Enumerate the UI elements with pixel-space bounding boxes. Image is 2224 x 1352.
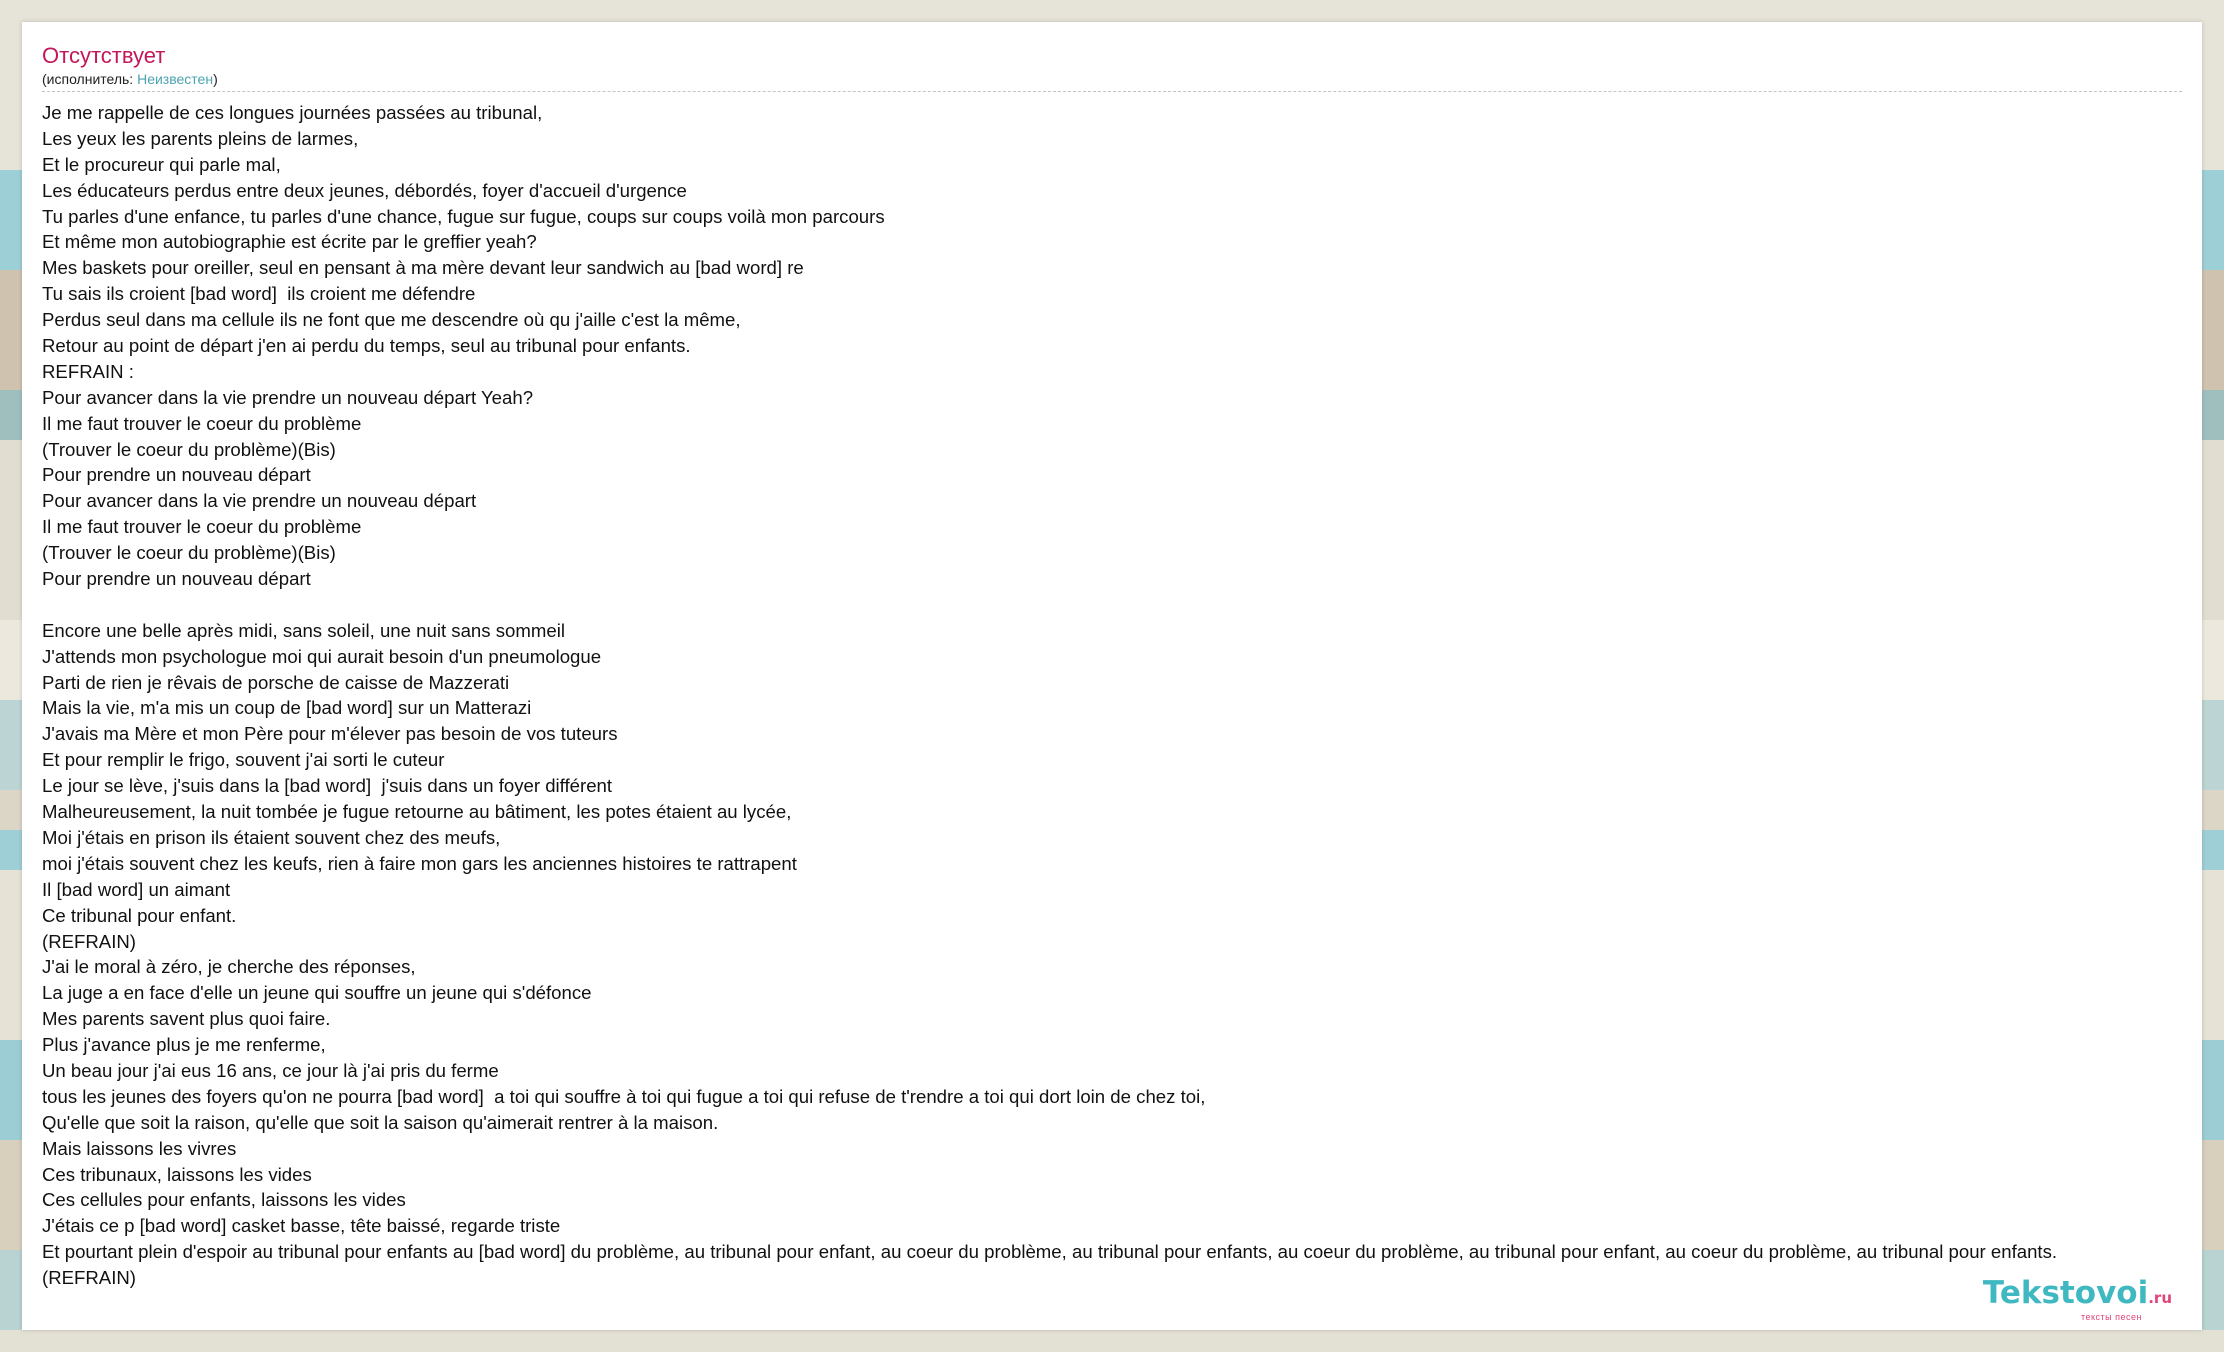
lyric-line [42, 592, 2182, 618]
lyric-line: Ces cellules pour enfants, laissons les vides [42, 1189, 406, 1211]
lyric-line: REFRAIN : [42, 360, 134, 382]
lyric-line: Pour prendre un nouveau départ [42, 568, 311, 590]
lyric-line: Ce tribunal pour enfant. [42, 904, 237, 926]
lyric-line: Et pour remplir le frigo, souvent j'ai sorti le cuteur [42, 749, 445, 771]
lyric-line: Tu parles d'une enfance, tu parles d'une chance, fugue sur fugue, coups sur coups voilà mon parcours [42, 205, 885, 227]
lyric-line: tous les jeunes des foyers qu'on ne pourra [bad word] a toi qui souffre à toi qui fugue a toi qui refuse de t'rendre a toi qui dort loin de chez toi, [42, 1085, 1206, 1107]
lyric-line: Malheureusement, la nuit tombée je fugue retourne au bâtiment, les potes étaient au lycée, [42, 801, 792, 823]
logo-name: Tekstovoi [1982, 1275, 2149, 1311]
logo-tagline: тексты песен [2080, 1312, 2142, 1322]
lyric-line: Pour avancer dans la vie prendre un nouveau départ Yeah? [42, 386, 534, 408]
lyric-line: Ces tribunaux, laissons les vides [42, 1163, 312, 1185]
artist-link[interactable]: Неизвестен [137, 71, 214, 87]
lyric-line: Et pourtant plein d'espoir au tribunal pour enfants au [bad word] du problème, au tribunal pour enfant, au coeur du problème, au tribunal pour enfants, au coeur du problème, au tribunal pour enfant, au coeur du problème, au tribunal pour enfants. [42, 1241, 2058, 1263]
lyric-line: Il me faut trouver le coeur du problème [42, 412, 362, 434]
lyric-line: Mais laissons les vivres [42, 1137, 237, 1159]
lyric-line: La juge a en face d'elle un jeune qui souffre un jeune qui s'défonce [42, 982, 592, 1004]
lyric-line: Pour avancer dans la vie prendre un nouveau départ [42, 490, 477, 512]
lyric-line: Les yeux les parents pleins de larmes, [42, 127, 359, 149]
lyric-line: J'avais ma Mère et mon Père pour m'élever pas besoin de vos tuteurs [42, 723, 618, 745]
lyrics-text [42, 100, 2182, 1291]
lyric-line: Mais la vie, m'a mis un coup de [bad word] sur un Matterazi [42, 697, 532, 719]
lyric-line: J'ai le moral à zéro, je cherche des réponses, [42, 956, 416, 978]
lyric-line: Le jour se lève, j'suis dans la [bad word] j'suis dans un foyer différent [42, 775, 613, 797]
lyric-line: Et le procureur qui parle mal, [42, 153, 281, 175]
lyric-line: Qu'elle que soit la raison, qu'elle que soit la saison qu'aimerait rentrer à la maison. [42, 1111, 719, 1133]
lyric-line: Il [bad word] un aimant [42, 878, 231, 900]
lyric-line: (Trouver le coeur du problème)(Bis) [42, 438, 336, 460]
lyric-line: Mes parents savent plus quoi faire. [42, 1008, 331, 1030]
lyric-line: (REFRAIN) [42, 1267, 136, 1289]
lyric-line: Plus j'avance plus je me renferme, [42, 1034, 326, 1056]
lyric-line: Il me faut trouver le coeur du problème [42, 516, 362, 538]
lyric-line: Pour prendre un nouveau départ [42, 464, 311, 486]
lyric-line: Parti de rien je rêvais de porsche de caisse de Mazzerati [42, 671, 510, 693]
lyric-line: J'attends mon psychologue moi qui aurait besoin d'un pneumologue [42, 645, 602, 667]
artist-prefix: (исполнитель: [42, 71, 138, 87]
lyric-line: Moi j'étais en prison ils étaient souvent chez des meufs, [42, 826, 501, 848]
lyrics-panel [22, 22, 2202, 1330]
logo-wordmark [1983, 1277, 2172, 1314]
lyric-line: Un beau jour j'ai eus 16 ans, ce jour là j'ai pris du ferme [42, 1059, 499, 1081]
logo-domain: .ru [2148, 1289, 2172, 1307]
lyric-line: Encore une belle après midi, sans soleil, une nuit sans sommeil [42, 619, 565, 641]
lyric-line: J'étais ce p [bad word] casket basse, tête baissé, regarde triste [42, 1215, 561, 1237]
lyric-line: (REFRAIN) [42, 930, 136, 952]
site-logo[interactable] [1983, 1277, 2172, 1322]
lyric-line: Les éducateurs perdus entre deux jeunes, débordés, foyer d'accueil d'urgence [42, 179, 687, 201]
lyric-line: moi j'étais souvent chez les keufs, rien à faire mon gars les anciennes histoires te rattrapent [42, 852, 797, 874]
lyric-line: Je me rappelle de ces longues journées passées au tribunal, [42, 102, 543, 123]
lyric-line: Mes baskets pour oreiller, seul en pensant à ma mère devant leur sandwich au [bad word] re [42, 257, 804, 279]
song-title: Отсутствует [42, 43, 166, 68]
lyric-line: Tu sais ils croient [bad word] ils croient me défendre [42, 283, 476, 305]
lyric-line: Retour au point de départ j'en ai perdu du temps, seul au tribunal pour enfants. [42, 335, 691, 357]
lyric-line: (Trouver le coeur du problème)(Bis) [42, 542, 336, 564]
lyric-line: Perdus seul dans ma cellule ils ne font que me descendre où qu j'aille c'est la même, [42, 309, 741, 331]
lyric-line: Et même mon autobiographie est écrite par le greffier yeah? [42, 231, 537, 253]
artist-suffix: ) [213, 71, 218, 87]
artist-line [42, 70, 2182, 92]
